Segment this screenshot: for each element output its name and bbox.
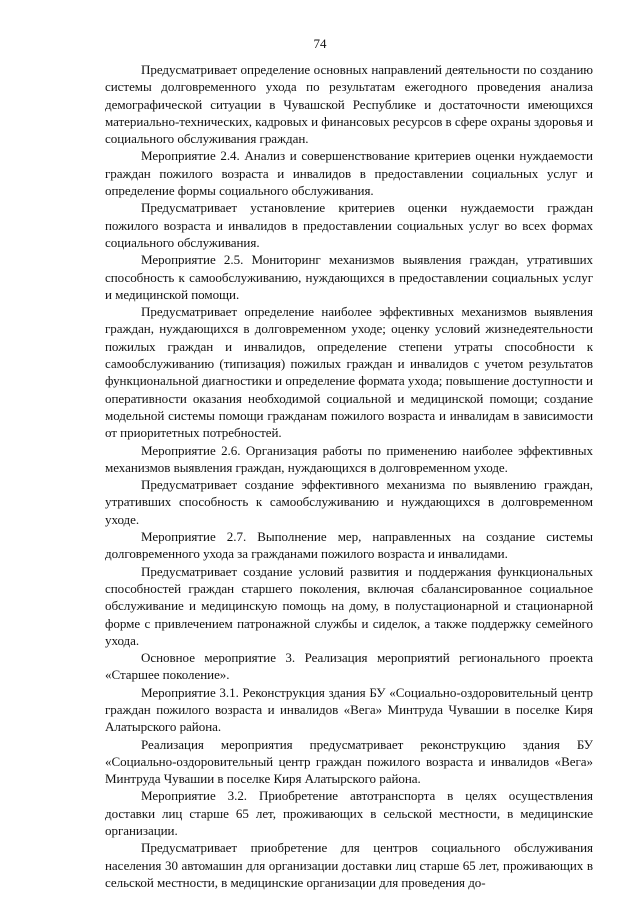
page-number: 74: [313, 36, 327, 51]
paragraph-5: Предусматривает определение наиболее эффективных механизмов выявления граждан, нуждающихся в долговременном уходе; оценку условий жизнедеятельности пожилых граждан и инвалидов, определение степени утраты способности к самообслуживанию (типизация) пожилых граждан и инвалидов с учетом результатов функциональной диагностики и определение формата ухода; повышение доступности и оперативности оказания необходимой социальной и медицинской помощи; создание модельной системы помощи гражданам пожилого возраста и инвалидам в зависимости от приоритетных потребностей.: [105, 304, 593, 441]
paragraph-10: Основное мероприятие 3. Реализация мероприятий регионального проекта «Старшее поколение».: [105, 650, 593, 683]
paragraph-14: Предусматривает приобретение для центров социального обслуживания населения 30 автомашин для организации доставки лиц старше 65 лет, проживающих в сельской местности, в медицинские организации для проведения до-: [105, 840, 593, 890]
paragraph-1: Предусматривает определение основных направлений деятельности по созданию системы долговременного ухода по результатам ежегодного проведения анализа демографической ситуации в Чувашской Республике и достаточности имеющихся материально-технических, кадровых и финансовых ресурсов в сфере охраны здоровья и социального обслуживания граждан.: [105, 62, 593, 147]
paragraph-7: Предусматривает создание эффективного механизма по выявлению граждан, утративших способность к самообслуживанию и нуждающихся в долговременном уходе.: [105, 477, 593, 527]
paragraph-3: Предусматривает установление критериев оценки нуждаемости граждан пожилого возраста и инвалидов в предоставлении социальных услуг во всех формах социального обслуживания.: [105, 200, 593, 250]
paragraph-9: Предусматривает создание условий развития и поддержания функциональных способностей граждан старшего поколения, включая сбалансированное социальное обслуживание и медицинскую помощь на дому, в полустационарной и стационарной форме с привлечением патронажной службы и сиделок, а также поддержку семейного ухода.: [105, 563, 593, 648]
paragraph-12: Реализация мероприятия предусматривает реконструкцию здания БУ «Социально-оздоровительный центр граждан пожилого возраста и инвалидов «Вега» Минтруда Чувашии в поселке Киря Алатырского района.: [105, 736, 593, 787]
paragraph-6: Мероприятие 2.6. Организация работы по применению наиболее эффективных механизмов выявления граждан, нуждающихся в долговременном уходе.: [105, 442, 593, 475]
paragraph-8: Мероприятие 2.7. Выполнение мер, направленных на создание системы долговременного ухода за гражданами пожилого возраста и инвалидами.: [105, 529, 593, 562]
document-body: [105, 61, 593, 891]
paragraph-11: Мероприятие 3.1. Реконструкция здания БУ «Социально-оздоровительный центр граждан пожилого возраста и инвалидов «Вега» Минтруда Чувашии в поселке Киря Алатырского района.: [105, 684, 593, 735]
paragraph-13: Мероприятие 3.2. Приобретение автотранспорта в целях осуществления доставки лиц старше 65 лет, проживающих в сельской местности, в медицинские организации.: [105, 788, 593, 839]
paragraph-2: Мероприятие 2.4. Анализ и совершенствование критериев оценки нуждаемости граждан пожилого возраста и инвалидов в предоставлении социальных услуг и определение формы социального обслуживания.: [105, 148, 593, 199]
paragraph-4: Мероприятие 2.5. Мониторинг механизмов выявления граждан, утративших способность к самообслуживанию, нуждающихся в предоставлении социальных услуг и медицинской помощи.: [105, 252, 593, 302]
